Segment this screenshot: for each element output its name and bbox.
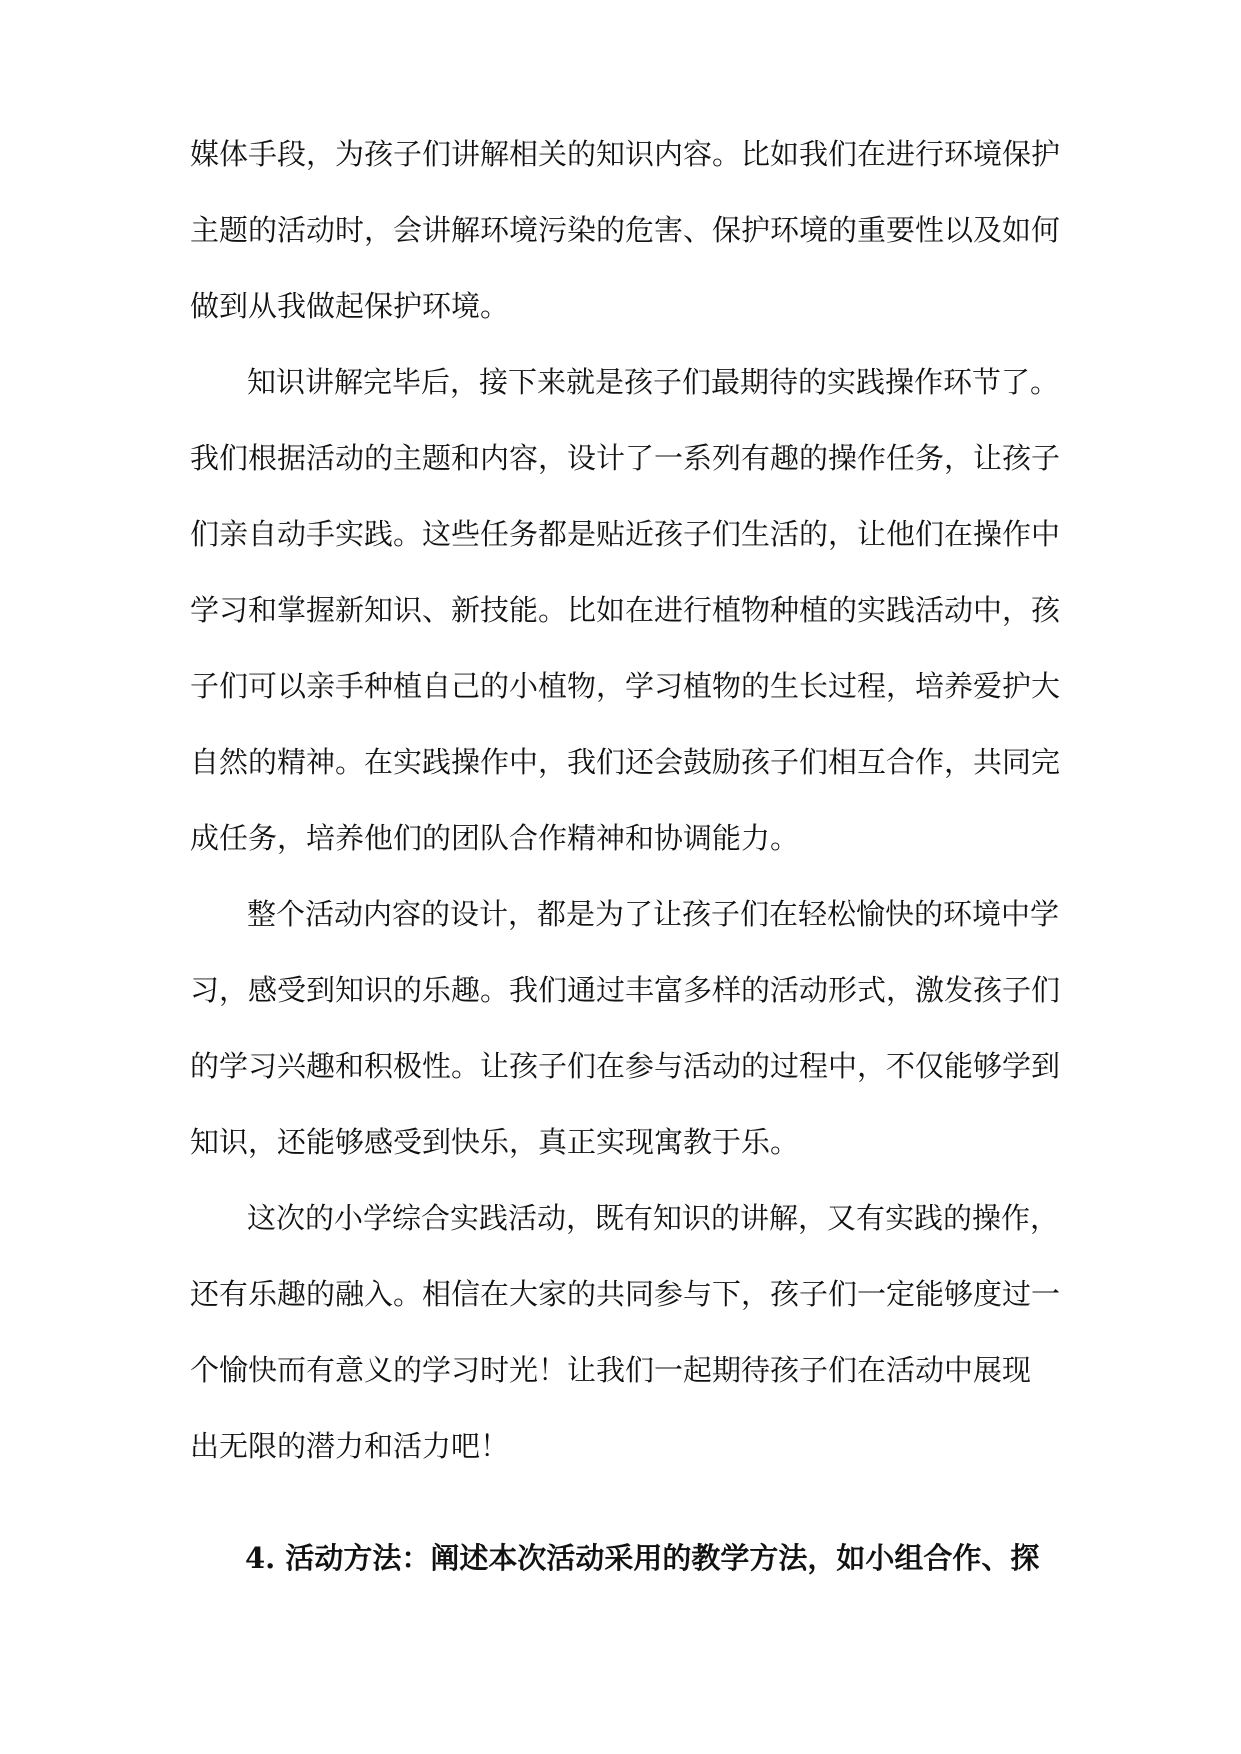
text-line: 的学习兴趣和积极性。让孩子们在参与活动的过程中，不仅能够学到 [190, 1049, 1061, 1083]
section-heading: 4. 活动方法：阐述本次活动采用的教学方法，如小组合作、探 [245, 1541, 1040, 1575]
text-line: 我们根据活动的主题和内容，设计了一系列有趣的操作任务，让孩子 [190, 441, 1061, 475]
text-line: 子们可以亲手种植自己的小植物，学习植物的生长过程，培养爱护大 [190, 669, 1061, 703]
text-line: 还有乐趣的融入。相信在大家的共同参与下，孩子们一定能够度过一 [190, 1277, 1061, 1311]
text-line: 出无限的潜力和活力吧！ [190, 1429, 510, 1463]
paragraph-start-line: 知识讲解完毕后，接下来就是孩子们最期待的实践操作环节了。 [247, 365, 1060, 399]
text-line: 媒体手段，为孩子们讲解相关的知识内容。比如我们在进行环境保护 [190, 137, 1061, 171]
text-line: 习，感受到知识的乐趣。我们通过丰富多样的活动形式，激发孩子们 [190, 973, 1061, 1007]
text-line: 知识，还能够感受到快乐，真正实现寓教于乐。 [190, 1125, 800, 1159]
text-line: 学习和掌握新知识、新技能。比如在进行植物种植的实践活动中，孩 [190, 593, 1061, 627]
text-line: 做到从我做起保护环境。 [190, 289, 510, 323]
text-line: 主题的活动时，会讲解环境污染的危害、保护环境的重要性以及如何 [190, 213, 1061, 247]
paragraph-start-line: 整个活动内容的设计，都是为了让孩子们在轻松愉快的环境中学 [247, 897, 1060, 931]
text-line: 成任务，培养他们的团队合作精神和协调能力。 [190, 821, 800, 855]
text-line: 个愉快而有意义的学习时光！让我们一起期待孩子们在活动中展现 [190, 1353, 1032, 1387]
text-line: 们亲自动手实践。这些任务都是贴近孩子们生活的，让他们在操作中 [190, 517, 1061, 551]
paragraph-start-line: 这次的小学综合实践活动，既有知识的讲解，又有实践的操作， [247, 1201, 1060, 1235]
text-line: 自然的精神。在实践操作中，我们还会鼓励孩子们相互合作，共同完 [190, 745, 1061, 779]
